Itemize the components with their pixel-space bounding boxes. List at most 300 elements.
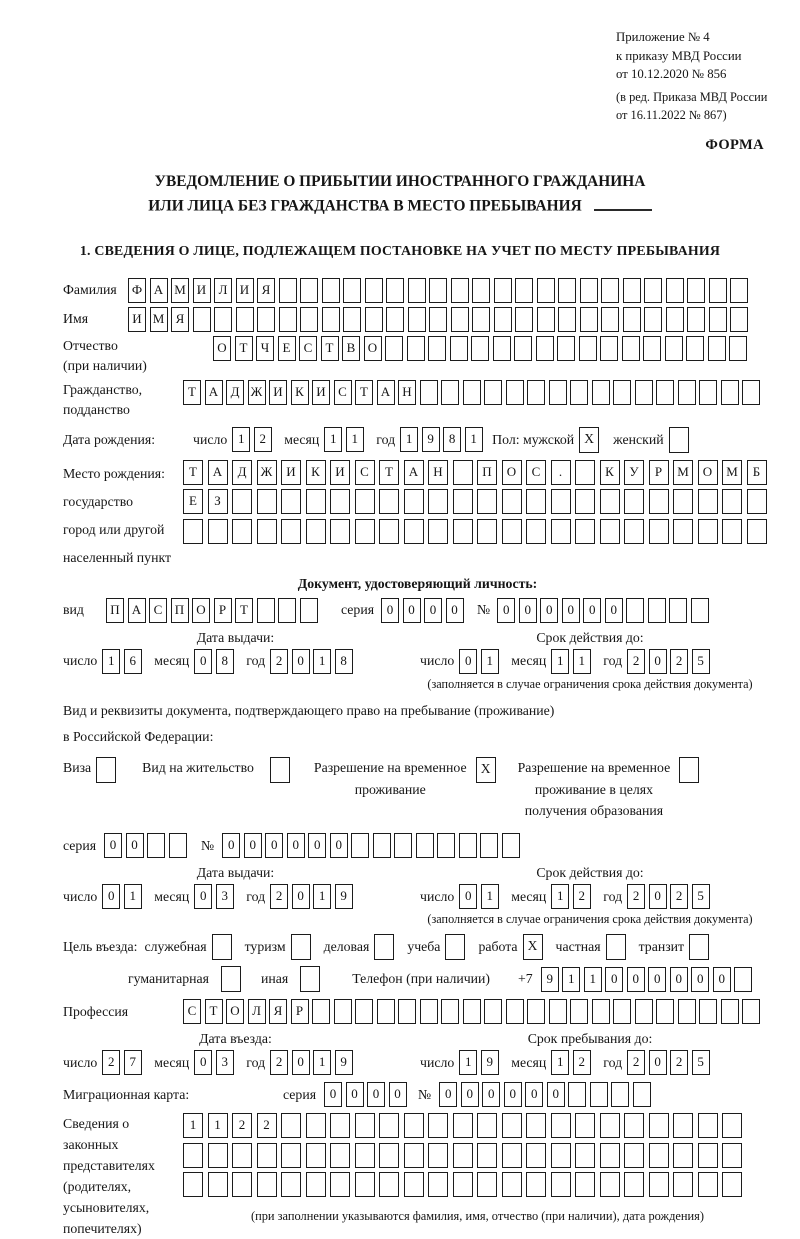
- day-label: число: [63, 1054, 98, 1070]
- form-cell: [506, 999, 524, 1024]
- year-label: год: [246, 1054, 266, 1070]
- form-cell: [624, 519, 644, 544]
- residence-series-cells: [104, 833, 190, 858]
- form-cell: [575, 519, 595, 544]
- form-cell: [494, 307, 512, 332]
- form-cell: [600, 489, 620, 514]
- form-title-line-2: [0, 194, 800, 219]
- form-cell: [472, 307, 490, 332]
- identity-doc-row: [63, 598, 772, 623]
- identity-issue-year-cells: [270, 649, 356, 674]
- form-cell: [580, 278, 598, 303]
- form-cell: 0: [547, 1082, 565, 1107]
- form-cell: [306, 1113, 326, 1138]
- form-cell: 0: [265, 833, 283, 858]
- form-cell: 7: [124, 1050, 142, 1075]
- form-cell: [601, 278, 619, 303]
- form-cell: [649, 489, 669, 514]
- form-cell: [306, 1172, 326, 1197]
- form-cell: [698, 1172, 718, 1197]
- form-cell: [551, 489, 571, 514]
- form-cell: 0: [649, 649, 667, 674]
- form-cell: [257, 1172, 277, 1197]
- form-cell: К: [306, 460, 326, 485]
- identity-expiry-heading: Срок действия до:: [536, 629, 644, 645]
- identity-series-label: серия: [341, 602, 375, 618]
- form-cell: 0: [670, 967, 688, 992]
- form-cell: [575, 1172, 595, 1197]
- form-cell: [601, 307, 619, 332]
- form-cell: [477, 1143, 497, 1168]
- form-cell: А: [208, 460, 228, 485]
- patronymic-cells: [213, 336, 751, 361]
- phone-cells: [541, 967, 756, 992]
- form-cell: [691, 598, 709, 623]
- form-cell: [428, 489, 448, 514]
- form-cell: Н: [428, 460, 448, 485]
- month-label: месяц: [511, 888, 547, 904]
- form-cell: [379, 1143, 399, 1168]
- form-cell: [236, 307, 254, 332]
- form-cell: И: [193, 278, 211, 303]
- form-cell: 2: [270, 884, 288, 909]
- form-cell: [592, 999, 610, 1024]
- form-cell: [379, 519, 399, 544]
- identity-issue-month-cells: [194, 649, 237, 674]
- form-cell: 0: [605, 598, 623, 623]
- form-cell: [649, 1113, 669, 1138]
- residence-doc-dates: [63, 865, 772, 927]
- identity-number-cells: [497, 598, 712, 623]
- form-cell: [722, 489, 742, 514]
- form-cell: [633, 1082, 651, 1107]
- legal-reps-label-line-4: (родителях,: [63, 1179, 132, 1195]
- form-cell: 2: [573, 884, 591, 909]
- form-cell: [698, 1143, 718, 1168]
- patronymic-row: [63, 336, 772, 376]
- citizenship-row: [63, 380, 772, 420]
- purpose-row-1: [63, 934, 772, 960]
- form-cell: [558, 278, 576, 303]
- form-cell: Ж: [257, 460, 277, 485]
- form-cell: [570, 999, 588, 1024]
- form-cell: 0: [292, 1050, 310, 1075]
- profession-cells: [183, 999, 764, 1024]
- form-cell: [747, 489, 767, 514]
- identity-kind-cells: [106, 598, 321, 623]
- form-cell: 3: [216, 884, 234, 909]
- form-cell: Ж: [248, 380, 266, 405]
- form-cell: 0: [308, 833, 326, 858]
- form-cell: [502, 489, 522, 514]
- purpose-humanitarian-label: гуманитарная: [128, 971, 209, 987]
- annex-line-1: Приложение № 4: [616, 30, 710, 44]
- form-cell: 1: [346, 427, 364, 452]
- form-cell: [463, 380, 481, 405]
- birth-day-label: число: [193, 431, 228, 447]
- form-cell: 0: [461, 1082, 479, 1107]
- form-cell: 0: [627, 967, 645, 992]
- birth-date-row: [63, 427, 772, 453]
- form-cell: [515, 307, 533, 332]
- form-cell: [330, 1172, 350, 1197]
- identity-expiry-year-cells: [627, 649, 713, 674]
- given-name-cells: [128, 307, 752, 332]
- annex-note-line-2: от 16.11.2022 № 867): [616, 107, 727, 122]
- form-cell: 0: [691, 967, 709, 992]
- title-underline: [594, 194, 652, 211]
- form-cell: [386, 278, 404, 303]
- form-cell: [536, 336, 554, 361]
- form-cell: .: [551, 460, 571, 485]
- form-cell: [420, 380, 438, 405]
- form-cell: [208, 1172, 228, 1197]
- form-cell: О: [226, 999, 244, 1024]
- form-cell: [624, 1172, 644, 1197]
- form-cell: [208, 1143, 228, 1168]
- form-cell: [386, 307, 404, 332]
- form-cell: [557, 336, 575, 361]
- form-cell: [365, 307, 383, 332]
- form-cell: [232, 519, 252, 544]
- form-cell: 0: [104, 833, 122, 858]
- form-cell: [334, 999, 352, 1024]
- form-cell: [570, 380, 588, 405]
- birth-year-label: год: [376, 431, 396, 447]
- form-cell: [365, 278, 383, 303]
- form-cell: [698, 1113, 718, 1138]
- forma-label: ФОРМА: [705, 136, 764, 153]
- form-cell: 0: [525, 1082, 543, 1107]
- form-cell: [592, 380, 610, 405]
- form-cell: [355, 1113, 375, 1138]
- form-cell: С: [149, 598, 167, 623]
- form-cell: [407, 336, 425, 361]
- form-cell: 2: [670, 649, 688, 674]
- form-cell: 8: [443, 427, 461, 452]
- form-cell: [471, 336, 489, 361]
- residence-expiry-dateline: [420, 884, 772, 909]
- form-cell: [453, 1113, 473, 1138]
- form-cell: 0: [459, 884, 477, 909]
- form-cell: [575, 1113, 595, 1138]
- form-cell: 0: [346, 1082, 364, 1107]
- purpose-work-checkbox: X: [523, 934, 543, 960]
- form-cell: Т: [321, 336, 339, 361]
- surname-row: [63, 278, 772, 303]
- surname-label: Фамилия: [63, 282, 117, 298]
- form-cell: 1: [313, 649, 331, 674]
- patronymic-label-line-1: Отчество: [63, 337, 118, 353]
- form-cell: 2: [232, 1113, 252, 1138]
- form-cell: [477, 489, 497, 514]
- form-cell: [428, 336, 446, 361]
- form-cell: [428, 1113, 448, 1138]
- form-cell: [709, 307, 727, 332]
- form-cell: И: [312, 380, 330, 405]
- form-cell: [622, 336, 640, 361]
- form-cell: К: [600, 460, 620, 485]
- form-cell: [312, 999, 330, 1024]
- form-cell: [420, 999, 438, 1024]
- form-cell: [300, 307, 318, 332]
- entry-stay-dates: [63, 1031, 772, 1075]
- entry-month-cells: [194, 1050, 237, 1075]
- form-cell: [322, 307, 340, 332]
- form-cell: Е: [278, 336, 296, 361]
- form-cell: 2: [270, 1050, 288, 1075]
- year-label: год: [603, 888, 623, 904]
- purpose-study-label: учеба: [407, 939, 441, 955]
- form-cell: [624, 489, 644, 514]
- form-cell: [484, 380, 502, 405]
- form-cell: 2: [627, 1050, 645, 1075]
- form-cell: [494, 278, 512, 303]
- year-label: год: [603, 653, 623, 669]
- form-cell: 1: [313, 1050, 331, 1075]
- form-cell: [208, 519, 228, 544]
- residence-issue-dateline: [63, 884, 408, 909]
- form-cell: [611, 1082, 629, 1107]
- birth-year-cells: [400, 427, 486, 452]
- form-cell: [644, 307, 662, 332]
- annex-line-3: от 10.12.2020 № 856: [616, 67, 727, 82]
- identity-issue-dateline: [63, 649, 408, 674]
- identity-number-label: №: [477, 602, 491, 618]
- form-cell: [257, 519, 277, 544]
- identity-kind-label: вид: [63, 602, 84, 618]
- form-cell: [666, 307, 684, 332]
- form-cell: 1: [562, 967, 580, 992]
- residence-doc-intro-line-2: в Российской Федерации:: [63, 729, 214, 745]
- month-label: месяц: [154, 653, 190, 669]
- identity-doc-dates: [63, 630, 772, 692]
- form-cell: 0: [381, 598, 399, 623]
- entry-year-cells: [270, 1050, 356, 1075]
- form-cell: [232, 1143, 252, 1168]
- annex-block: [616, 28, 800, 125]
- form-cell: [493, 336, 511, 361]
- form-cell: 2: [254, 427, 272, 452]
- birthplace-label: [63, 460, 183, 572]
- purpose-tourism-label: туризм: [244, 939, 286, 955]
- form-cell: [514, 336, 532, 361]
- identity-expiry-block: [408, 630, 772, 692]
- form-cell: [502, 1172, 522, 1197]
- form-cell: [459, 833, 477, 858]
- purpose-tourism-checkbox: [291, 934, 311, 960]
- form-cell: Б: [747, 460, 767, 485]
- form-cell: [648, 598, 666, 623]
- form-cell: [232, 489, 252, 514]
- form-cell: Р: [291, 999, 309, 1024]
- form-cell: [526, 1172, 546, 1197]
- form-cell: [527, 999, 545, 1024]
- form-cell: [484, 999, 502, 1024]
- form-cell: [687, 278, 705, 303]
- legal-reps-note: (при заполнении указываются фамилия, имя, отчество (при наличии), дата рождения): [250, 1209, 705, 1224]
- form-cell: [404, 1113, 424, 1138]
- form-cell: [377, 999, 395, 1024]
- form-cell: М: [150, 307, 168, 332]
- form-cell: Р: [649, 460, 669, 485]
- legal-reps-label-line-2: законных: [63, 1137, 119, 1153]
- form-cell: [183, 519, 203, 544]
- form-cell: [398, 999, 416, 1024]
- form-cell: [278, 598, 296, 623]
- form-cell: 6: [124, 649, 142, 674]
- form-cell: 0: [389, 1082, 407, 1107]
- form-cell: [666, 278, 684, 303]
- form-cell: [643, 336, 661, 361]
- form-cell: [549, 380, 567, 405]
- form-cell: [351, 833, 369, 858]
- form-cell: [147, 833, 165, 858]
- form-cell: [673, 1143, 693, 1168]
- form-cell: 0: [292, 884, 310, 909]
- form-cell: Е: [183, 489, 203, 514]
- form-cell: Я: [257, 278, 275, 303]
- form-cell: [477, 1113, 497, 1138]
- purpose-humanitarian-checkbox: [221, 966, 241, 992]
- form-cell: Т: [235, 598, 253, 623]
- form-cell: [300, 278, 318, 303]
- form-cell: 1: [573, 649, 591, 674]
- form-cell: 1: [551, 884, 569, 909]
- option-residence-permit-checkbox: [270, 757, 290, 783]
- form-cell: [193, 307, 211, 332]
- form-cell: 1: [459, 1050, 477, 1075]
- form-cell: П: [106, 598, 124, 623]
- residence-issue-month-cells: [194, 884, 237, 909]
- form-cell: 9: [335, 884, 353, 909]
- form-cell: П: [171, 598, 189, 623]
- form-cell: 8: [216, 649, 234, 674]
- option-residence-permit-label: Вид на жительство: [142, 760, 254, 776]
- form-cell: [257, 307, 275, 332]
- form-cell: 2: [627, 649, 645, 674]
- form-cell: [306, 489, 326, 514]
- form-cell: 0: [649, 1050, 667, 1075]
- residence-doc-series-row: [63, 833, 772, 858]
- annex-line-2: к приказу МВД России: [616, 48, 742, 63]
- form-cell: [600, 1113, 620, 1138]
- form-cell: 2: [270, 649, 288, 674]
- form-cell: [463, 999, 481, 1024]
- form-cell: [453, 1143, 473, 1168]
- month-label: месяц: [154, 888, 190, 904]
- form-cell: [385, 336, 403, 361]
- form-cell: 1: [124, 884, 142, 909]
- form-cell: М: [722, 460, 742, 485]
- form-cell: [742, 380, 760, 405]
- form-cell: 0: [583, 598, 601, 623]
- form-cell: Т: [235, 336, 253, 361]
- form-cell: [575, 489, 595, 514]
- birthplace-block: [63, 460, 772, 572]
- form-cell: [747, 519, 767, 544]
- form-cell: 5: [692, 884, 710, 909]
- form-cell: [568, 1082, 586, 1107]
- form-cell: 1: [465, 427, 483, 452]
- phone-prefix: +7: [518, 971, 533, 987]
- stay-year-cells: [627, 1050, 713, 1075]
- form-cell: И: [269, 380, 287, 405]
- purpose-work-label: работа: [478, 939, 518, 955]
- legal-reps-label-line-3: представителях: [63, 1158, 155, 1174]
- form-cell: [502, 833, 520, 858]
- form-cell: У: [624, 460, 644, 485]
- form-cell: 2: [627, 884, 645, 909]
- form-cell: И: [281, 460, 301, 485]
- form-cell: [453, 460, 473, 485]
- entry-date-heading: Дата въезда:: [199, 1031, 272, 1047]
- form-cell: 8: [335, 649, 353, 674]
- form-cell: Л: [214, 278, 232, 303]
- residence-expiry-note: (заполняется в случае ограничения срока действия документа): [427, 912, 753, 927]
- form-cell: [673, 489, 693, 514]
- form-cell: [279, 278, 297, 303]
- form-cell: [408, 278, 426, 303]
- form-cell: 1: [208, 1113, 228, 1138]
- form-cell: [404, 1143, 424, 1168]
- form-cell: [506, 380, 524, 405]
- form-cell: [477, 519, 497, 544]
- year-label: год: [246, 653, 266, 669]
- purpose-business-checkbox: [374, 934, 394, 960]
- form-cell: [502, 1113, 522, 1138]
- form-cell: [429, 307, 447, 332]
- stay-until-block: [408, 1031, 772, 1075]
- birth-day-cells: [232, 427, 275, 452]
- form-cell: [722, 1143, 742, 1168]
- purpose-business-label: деловая: [323, 939, 370, 955]
- form-cell: [355, 1172, 375, 1197]
- birthplace-cells-row-1: [183, 460, 771, 485]
- form-cell: [635, 999, 653, 1024]
- residence-expiry-block: [408, 865, 772, 927]
- form-cell: Т: [379, 460, 399, 485]
- identity-expiry-dateline: [420, 649, 772, 674]
- form-cell: [600, 336, 618, 361]
- form-cell: 0: [649, 884, 667, 909]
- form-cell: [428, 519, 448, 544]
- purpose-study-checkbox: [445, 934, 465, 960]
- form-cell: А: [205, 380, 223, 405]
- form-cell: [656, 999, 674, 1024]
- form-cell: [214, 307, 232, 332]
- form-cell: [729, 336, 747, 361]
- form-cell: [734, 967, 752, 992]
- form-cell: 0: [292, 649, 310, 674]
- residence-doc-intro: [63, 698, 772, 752]
- form-cell: 2: [670, 884, 688, 909]
- birthplace-label-line-1: Место рождения:: [63, 465, 165, 481]
- form-cell: [404, 489, 424, 514]
- month-label: месяц: [154, 1054, 190, 1070]
- birth-month-label: месяц: [284, 431, 320, 447]
- migration-number-cells: [439, 1082, 654, 1107]
- form-cell: Т: [183, 460, 203, 485]
- day-label: число: [63, 653, 98, 669]
- migration-series-cells: [324, 1082, 410, 1107]
- purpose-other-checkbox: [300, 966, 320, 992]
- form-cell: [343, 307, 361, 332]
- birthplace-label-line-3: город или другой: [63, 521, 165, 537]
- form-cell: 0: [648, 967, 666, 992]
- form-cell: Д: [226, 380, 244, 405]
- form-cell: [330, 489, 350, 514]
